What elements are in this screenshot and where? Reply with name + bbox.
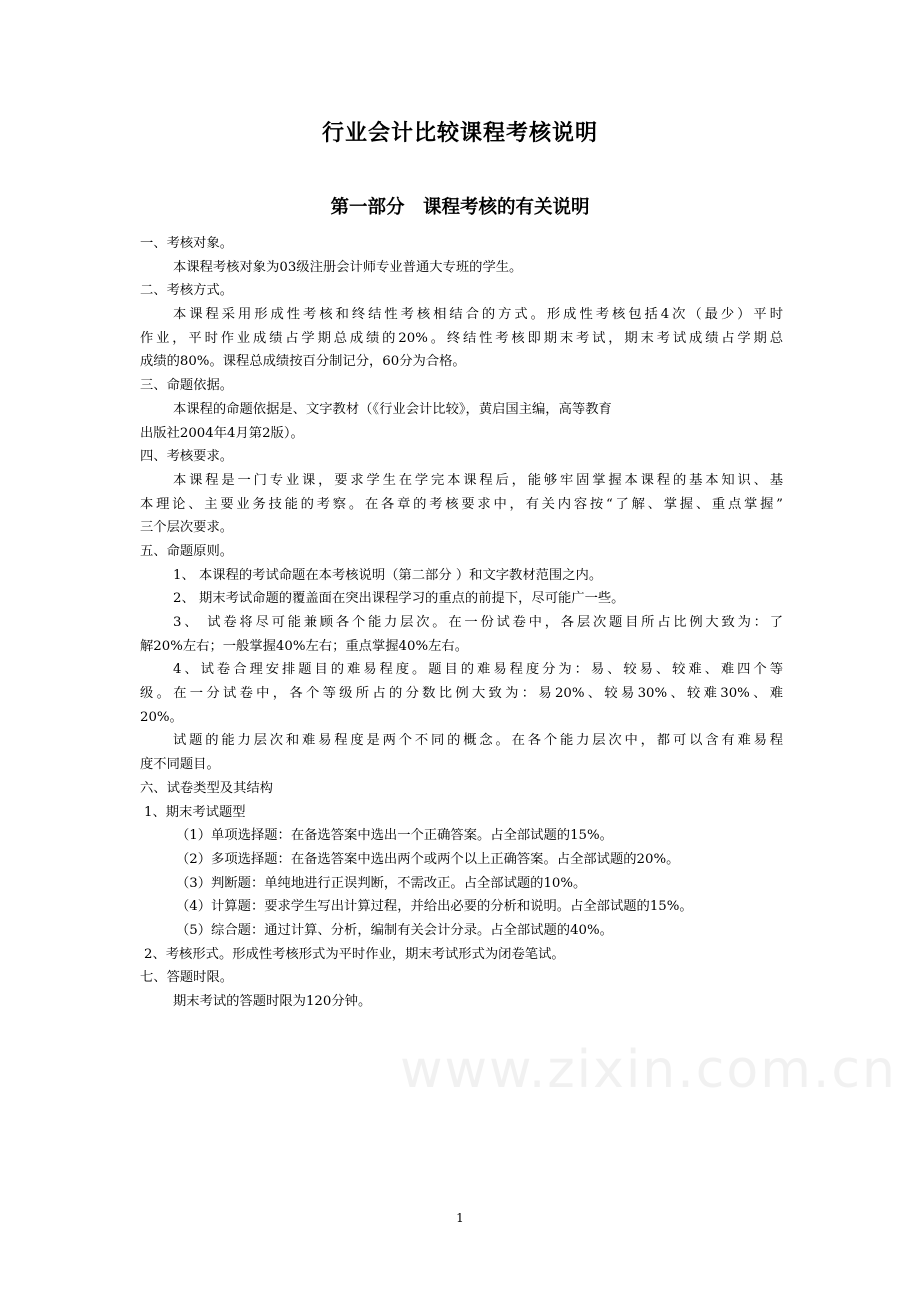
list-item: （4）计算题：要求学生写出计算过程，并给出必要的分析和说明。占全部试题的15%。 bbox=[176, 899, 693, 915]
list-item: 1、 本课程的考试命题在本考核说明（第二部分 ）和文字教材范围之内。 bbox=[173, 567, 603, 583]
paragraph-line: 本课程采用形成性考核和终结性考核相结合的方式。形成性考核包括4次（最少）平时 bbox=[173, 307, 783, 323]
section-heading: 第一部分 课程考核的有关说明 bbox=[330, 197, 590, 218]
paragraph-line: 期末考试的答题时限为120分钟。 bbox=[173, 994, 372, 1009]
section-heading-5: 五、命题原则。 bbox=[140, 543, 234, 559]
section-heading-4: 四、考核要求。 bbox=[140, 449, 234, 465]
paragraph-line: 本理论、主要业务技能的考察。在各章的考核要求中，有关内容按“了解、掌握、重点掌握” bbox=[140, 496, 783, 512]
paragraph-line: 成绩的80%。课程总成绩按百分制记分，60分为合格。 bbox=[140, 354, 466, 370]
section-heading-3: 三、命题依据。 bbox=[140, 378, 234, 394]
list-item: （2）多项选择题：在备选答案中选出两个或两个以上正确答案。占全部试题的20%。 bbox=[176, 851, 680, 867]
list-item: （1）单项选择题：在备选答案中选出一个正确答案。占全部试题的15%。 bbox=[176, 828, 613, 844]
list-item: （5）综合题：通过计算、分析，编制有关会计分录。占全部试题的40%。 bbox=[176, 922, 613, 938]
watermark: www.zixin.com.cn bbox=[400, 1040, 897, 1100]
page-title: 行业会计比较课程考核说明 bbox=[321, 121, 598, 146]
section-heading-7: 七、答题时限。 bbox=[140, 970, 234, 986]
subsection-heading: 1、期末考试题型 bbox=[144, 804, 246, 820]
section-heading-6: 六、试卷类型及其结构 bbox=[140, 780, 273, 796]
paragraph-line: 试题的能力层次和难易程度是两个不同的概念。在各个能力层次中，都可以含有难易程 bbox=[173, 733, 783, 749]
paragraph-line: 出版社2004年4月第2版）。 bbox=[140, 425, 304, 441]
paragraph-line: 本课程是一门专业课，要求学生在学完本课程后，能够牢固掌握本课程的基本知识、基 bbox=[173, 472, 783, 488]
paragraph-line: 级。在一分试卷中，各个等级所占的分数比例大致为：易20%、较易30%、较难30%、难 bbox=[140, 686, 783, 702]
paragraph-line: 解20%左右；一般掌握40%左右；重点掌握40%左右。 bbox=[140, 638, 469, 654]
paragraph-line: 作业，平时作业成绩占学期总成绩的20%。终结性考核即期末考试，期末考试成绩占学期总 bbox=[140, 330, 783, 346]
subsection-heading: 2、考核形式。形成性考核形式为平时作业，期末考试形式为闭卷笔试。 bbox=[144, 946, 565, 962]
paragraph-line: 本课程考核对象为03级注册会计师专业普通大专班的学生。 bbox=[173, 259, 523, 275]
page-number: 1 bbox=[456, 1211, 464, 1225]
section-heading-2: 二、考核方式。 bbox=[140, 283, 234, 299]
list-item: 3、 试卷将尽可能兼顾各个能力层次。在一份试卷中，各层次题目所占比例大致为：了 bbox=[173, 615, 783, 630]
list-item: 4、试卷合理安排题目的难易程度。题目的难易程度分为：易、较易、较难、难四个等 bbox=[173, 662, 783, 678]
paragraph-line: 度不同题目。 bbox=[140, 757, 220, 773]
paragraph-line: 20%。 bbox=[140, 709, 183, 725]
list-item: 2、 期末考试命题的覆盖面在突出课程学习的重点的前提下，尽可能广一些。 bbox=[173, 591, 625, 607]
list-item: （3）判断题：单纯地进行正误判断，不需改正。占全部试题的10%。 bbox=[176, 875, 587, 891]
section-heading-1: 一、考核对象。 bbox=[140, 236, 234, 251]
document-body bbox=[140, 232, 783, 1014]
paragraph-line: 三个层次要求。 bbox=[140, 520, 234, 536]
paragraph-line: 本课程的命题依据是、文字教材（《行业会计比较》，黄启国主编，高等教育 bbox=[173, 401, 612, 417]
